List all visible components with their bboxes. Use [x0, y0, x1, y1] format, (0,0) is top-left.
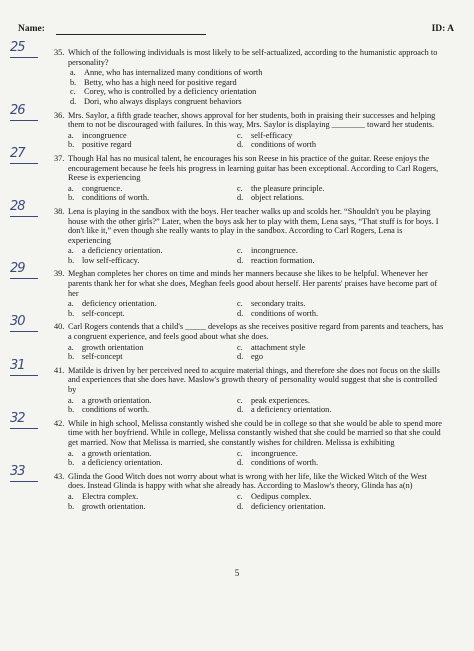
- answer-option: [68, 309, 237, 319]
- option-text: incongruence.: [251, 448, 298, 458]
- answer-option: [237, 140, 406, 150]
- answer-option: [237, 193, 406, 203]
- question-number: 39.: [54, 269, 65, 279]
- option-text: growth orientation: [82, 342, 144, 352]
- answer-option: [237, 352, 406, 362]
- question-stem: While in high school, Melissa constantly wished she could be in college so that she would be able to spend more time with her boyfriend. While in college, Melissa constantly wished that she could be married so that she could get married. Now that Melissa is married, she constantly wishes for children. Melissa is exhibiting: [68, 418, 442, 447]
- answer-option: [68, 502, 237, 512]
- question-number: 40.: [54, 322, 65, 332]
- handwritten-question-mark: 25: [10, 43, 40, 59]
- answer-option: [68, 131, 237, 141]
- option-text: Corey, who is controlled by a deficiency orientation: [84, 87, 257, 97]
- answer-option: [237, 343, 406, 353]
- answer-option: [237, 184, 406, 194]
- question-stem: Matilde is driven by her perceived need to acquire material things, and therefore she does not focus on the skills and experiences that she does have. Maslow's growth theory of personality would suggest that she is controlled by: [68, 365, 440, 394]
- option-text: peak experiences.: [251, 395, 310, 405]
- answer-option: [68, 396, 237, 406]
- answer-option: [68, 299, 237, 309]
- option-text: conditions of worth.: [82, 405, 150, 415]
- option-text: conditions of worth: [251, 140, 316, 150]
- question-stem: Which of the following individuals is most likely to be self-actualized, according to the humanistic approach to personality?: [68, 48, 438, 67]
- option-letter: c.: [237, 342, 243, 352]
- option-letter: b.: [68, 501, 75, 511]
- answer-option: [68, 193, 237, 203]
- handwritten-question-mark: 29: [10, 264, 40, 280]
- question-stem: Though Hal has no musical talent, he encourages his son Reese in his practice of the guitar. Reese enjoys the encouragement because he feels his progress in learning guitar has been exceptional. According to Carl Rogers, Reese is experiencing: [68, 153, 439, 183]
- answer-options: [68, 343, 446, 362]
- option-letter: a.: [68, 342, 74, 352]
- option-text: deficiency orientation.: [82, 299, 157, 309]
- option-text: secondary traits.: [251, 299, 306, 309]
- option-letter: a.: [70, 68, 76, 78]
- option-text: positive regard: [82, 140, 132, 150]
- question-number: 43.: [54, 471, 65, 481]
- option-letter: c.: [237, 448, 243, 458]
- option-letter: b.: [68, 193, 75, 203]
- option-letter: d.: [237, 405, 244, 415]
- option-letter: a.: [68, 448, 74, 458]
- answer-option: [237, 309, 406, 319]
- page-header: [18, 24, 454, 40]
- option-letter: c.: [237, 130, 243, 140]
- question-number: 42.: [54, 418, 65, 428]
- option-letter: a.: [68, 395, 74, 405]
- option-text: growth orientation.: [82, 501, 146, 511]
- option-letter: d.: [237, 255, 244, 265]
- option-letter: a.: [68, 246, 74, 256]
- option-letter: b.: [68, 352, 75, 362]
- answer-option: [68, 246, 237, 256]
- answer-option: [68, 87, 446, 97]
- option-text: Oedipus complex.: [251, 491, 312, 501]
- id-label: ID: A: [431, 24, 454, 34]
- name-blank-line: [56, 34, 206, 35]
- option-text: deficiency orientation.: [251, 501, 326, 511]
- option-letter: b.: [68, 458, 75, 468]
- answer-option: [68, 68, 446, 78]
- answer-option: [237, 256, 406, 266]
- answer-option: [68, 492, 237, 502]
- option-letter: a.: [68, 183, 74, 193]
- answer-option: [237, 458, 406, 468]
- option-text: congruence.: [82, 183, 123, 193]
- option-letter: c.: [237, 183, 243, 193]
- option-letter: b.: [68, 255, 75, 265]
- option-text: a growth orientation.: [82, 395, 152, 405]
- question-stem: Carl Rogers contends that a child's _____ develops as she receives positive regard from parents and teachers, has a congruent experience, and feels good about what she does.: [68, 322, 444, 342]
- answer-option: [68, 140, 237, 150]
- question-item: [10, 261, 446, 318]
- option-text: Anne, who has internalized many conditions of worth: [84, 68, 263, 78]
- answer-options: [68, 492, 446, 511]
- answer-option: [68, 256, 237, 266]
- question-number: 37.: [54, 153, 65, 163]
- question-stem: Meghan completes her chores on time and minds her manners because she likes to be helpful. Whenever her parents thank her for what she does, Meghan feels good about herself. Her parents' praises have become part of her: [68, 269, 438, 298]
- option-text: self-concept.: [82, 308, 125, 318]
- option-text: Electra complex.: [82, 491, 139, 501]
- option-letter: d.: [237, 193, 244, 203]
- option-letter: d.: [237, 501, 244, 511]
- answer-option: [68, 184, 237, 194]
- answer-options: [68, 68, 446, 106]
- option-text: ego: [251, 352, 263, 362]
- answer-option: [237, 502, 406, 512]
- option-text: Dori, who always displays congruent behaviors: [84, 96, 242, 106]
- option-text: reaction formation.: [251, 255, 315, 265]
- option-letter: a.: [68, 130, 74, 140]
- option-text: a growth orientation.: [82, 448, 152, 458]
- option-letter: d.: [70, 96, 77, 106]
- name-label: Name:: [18, 24, 45, 34]
- answer-option: [237, 449, 406, 459]
- option-letter: b.: [70, 77, 77, 87]
- option-text: conditions of worth.: [251, 308, 319, 318]
- option-letter: a.: [68, 491, 74, 501]
- question-number: 36.: [54, 110, 65, 120]
- page-number: 5: [234, 568, 240, 578]
- option-letter: c.: [237, 246, 243, 256]
- answer-option: [237, 405, 406, 415]
- option-letter: b.: [68, 140, 75, 150]
- handwritten-question-mark: 31: [10, 361, 40, 377]
- answer-options: [68, 131, 446, 150]
- question-item: [10, 102, 446, 150]
- option-letter: c.: [237, 491, 243, 501]
- answer-option: [68, 352, 237, 362]
- handwritten-question-mark: 33: [10, 467, 40, 483]
- option-text: conditions of worth.: [82, 193, 150, 203]
- option-letter: c.: [237, 299, 243, 309]
- handwritten-question-mark: 32: [10, 414, 40, 430]
- answer-options: [68, 299, 446, 318]
- option-text: self-efficacy: [251, 130, 293, 140]
- answer-option: [237, 299, 406, 309]
- answer-options: [68, 246, 446, 265]
- answer-option: [237, 396, 406, 406]
- answer-options: [68, 396, 446, 415]
- question-stem: Mrs. Saylor, a fifth grade teacher, shows approval for her students, both in praising their successes and helping them to not be discouraged with failures. In this way, Mrs. Saylor is displaying ________ toward her students.: [68, 110, 436, 130]
- answer-option: [68, 458, 237, 468]
- answer-option: [237, 131, 406, 141]
- option-letter: d.: [237, 458, 244, 468]
- question-number: 38.: [54, 206, 65, 216]
- option-text: a deficiency orientation.: [82, 246, 163, 256]
- question-number: 41.: [54, 365, 65, 375]
- option-text: Betty, who has a high need for positive regard: [84, 77, 237, 87]
- option-text: a deficiency orientation.: [82, 458, 163, 468]
- question-number: 35.: [54, 48, 65, 57]
- option-letter: d.: [237, 352, 244, 362]
- option-letter: c.: [237, 395, 243, 405]
- option-letter: c.: [70, 87, 76, 97]
- handwritten-question-mark: 26: [10, 106, 40, 122]
- option-text: conditions of worth.: [251, 458, 319, 468]
- option-letter: a.: [68, 299, 74, 309]
- option-text: a deficiency orientation.: [251, 405, 332, 415]
- option-letter: b.: [68, 308, 75, 318]
- answer-option: [237, 492, 406, 502]
- answer-options: [68, 449, 446, 468]
- handwritten-question-mark: 28: [10, 202, 40, 218]
- option-letter: d.: [237, 140, 244, 150]
- question-item: [10, 410, 446, 468]
- option-text: object relations.: [251, 193, 304, 203]
- option-text: the pleasure principle.: [251, 183, 325, 193]
- answer-option: [237, 246, 406, 256]
- answer-option: [68, 97, 446, 107]
- question-stem: Lena is playing in the sandbox with the boys. Her teacher walks up and scolds her. “Shouldn't you be playing house with the other girls?” Later, when the boys ask her to play with them, Lena says, “That stuff is for boys. I don't like it,” even though she really wants to play in the sandbox. According to Carl Rogers, Lena is experiencing: [68, 206, 439, 245]
- handwritten-question-mark: 27: [10, 149, 40, 165]
- option-letter: b.: [68, 405, 75, 415]
- option-text: self-concept: [82, 352, 123, 362]
- answer-options: [68, 184, 446, 203]
- option-text: low self-efficacy.: [82, 255, 140, 265]
- answer-option: [68, 343, 237, 353]
- question-list: [0, 40, 474, 515]
- option-text: incongruence.: [251, 246, 298, 256]
- answer-option: [68, 449, 237, 459]
- question-stem: Glinda the Good Witch does not worry about what is wrong with her life, like the Wicked Witch of the West does. Instead Glinda is happy with what she already has. According to Maslow's theory, Glinda has a(n): [68, 471, 427, 491]
- question-item: [10, 314, 446, 362]
- answer-option: [68, 78, 446, 88]
- option-text: incongruence: [82, 130, 127, 140]
- option-letter: d.: [237, 308, 244, 318]
- option-text: attachment style: [251, 342, 306, 352]
- question-item: [10, 40, 446, 107]
- answer-option: [68, 405, 237, 415]
- handwritten-question-mark: 30: [10, 317, 40, 333]
